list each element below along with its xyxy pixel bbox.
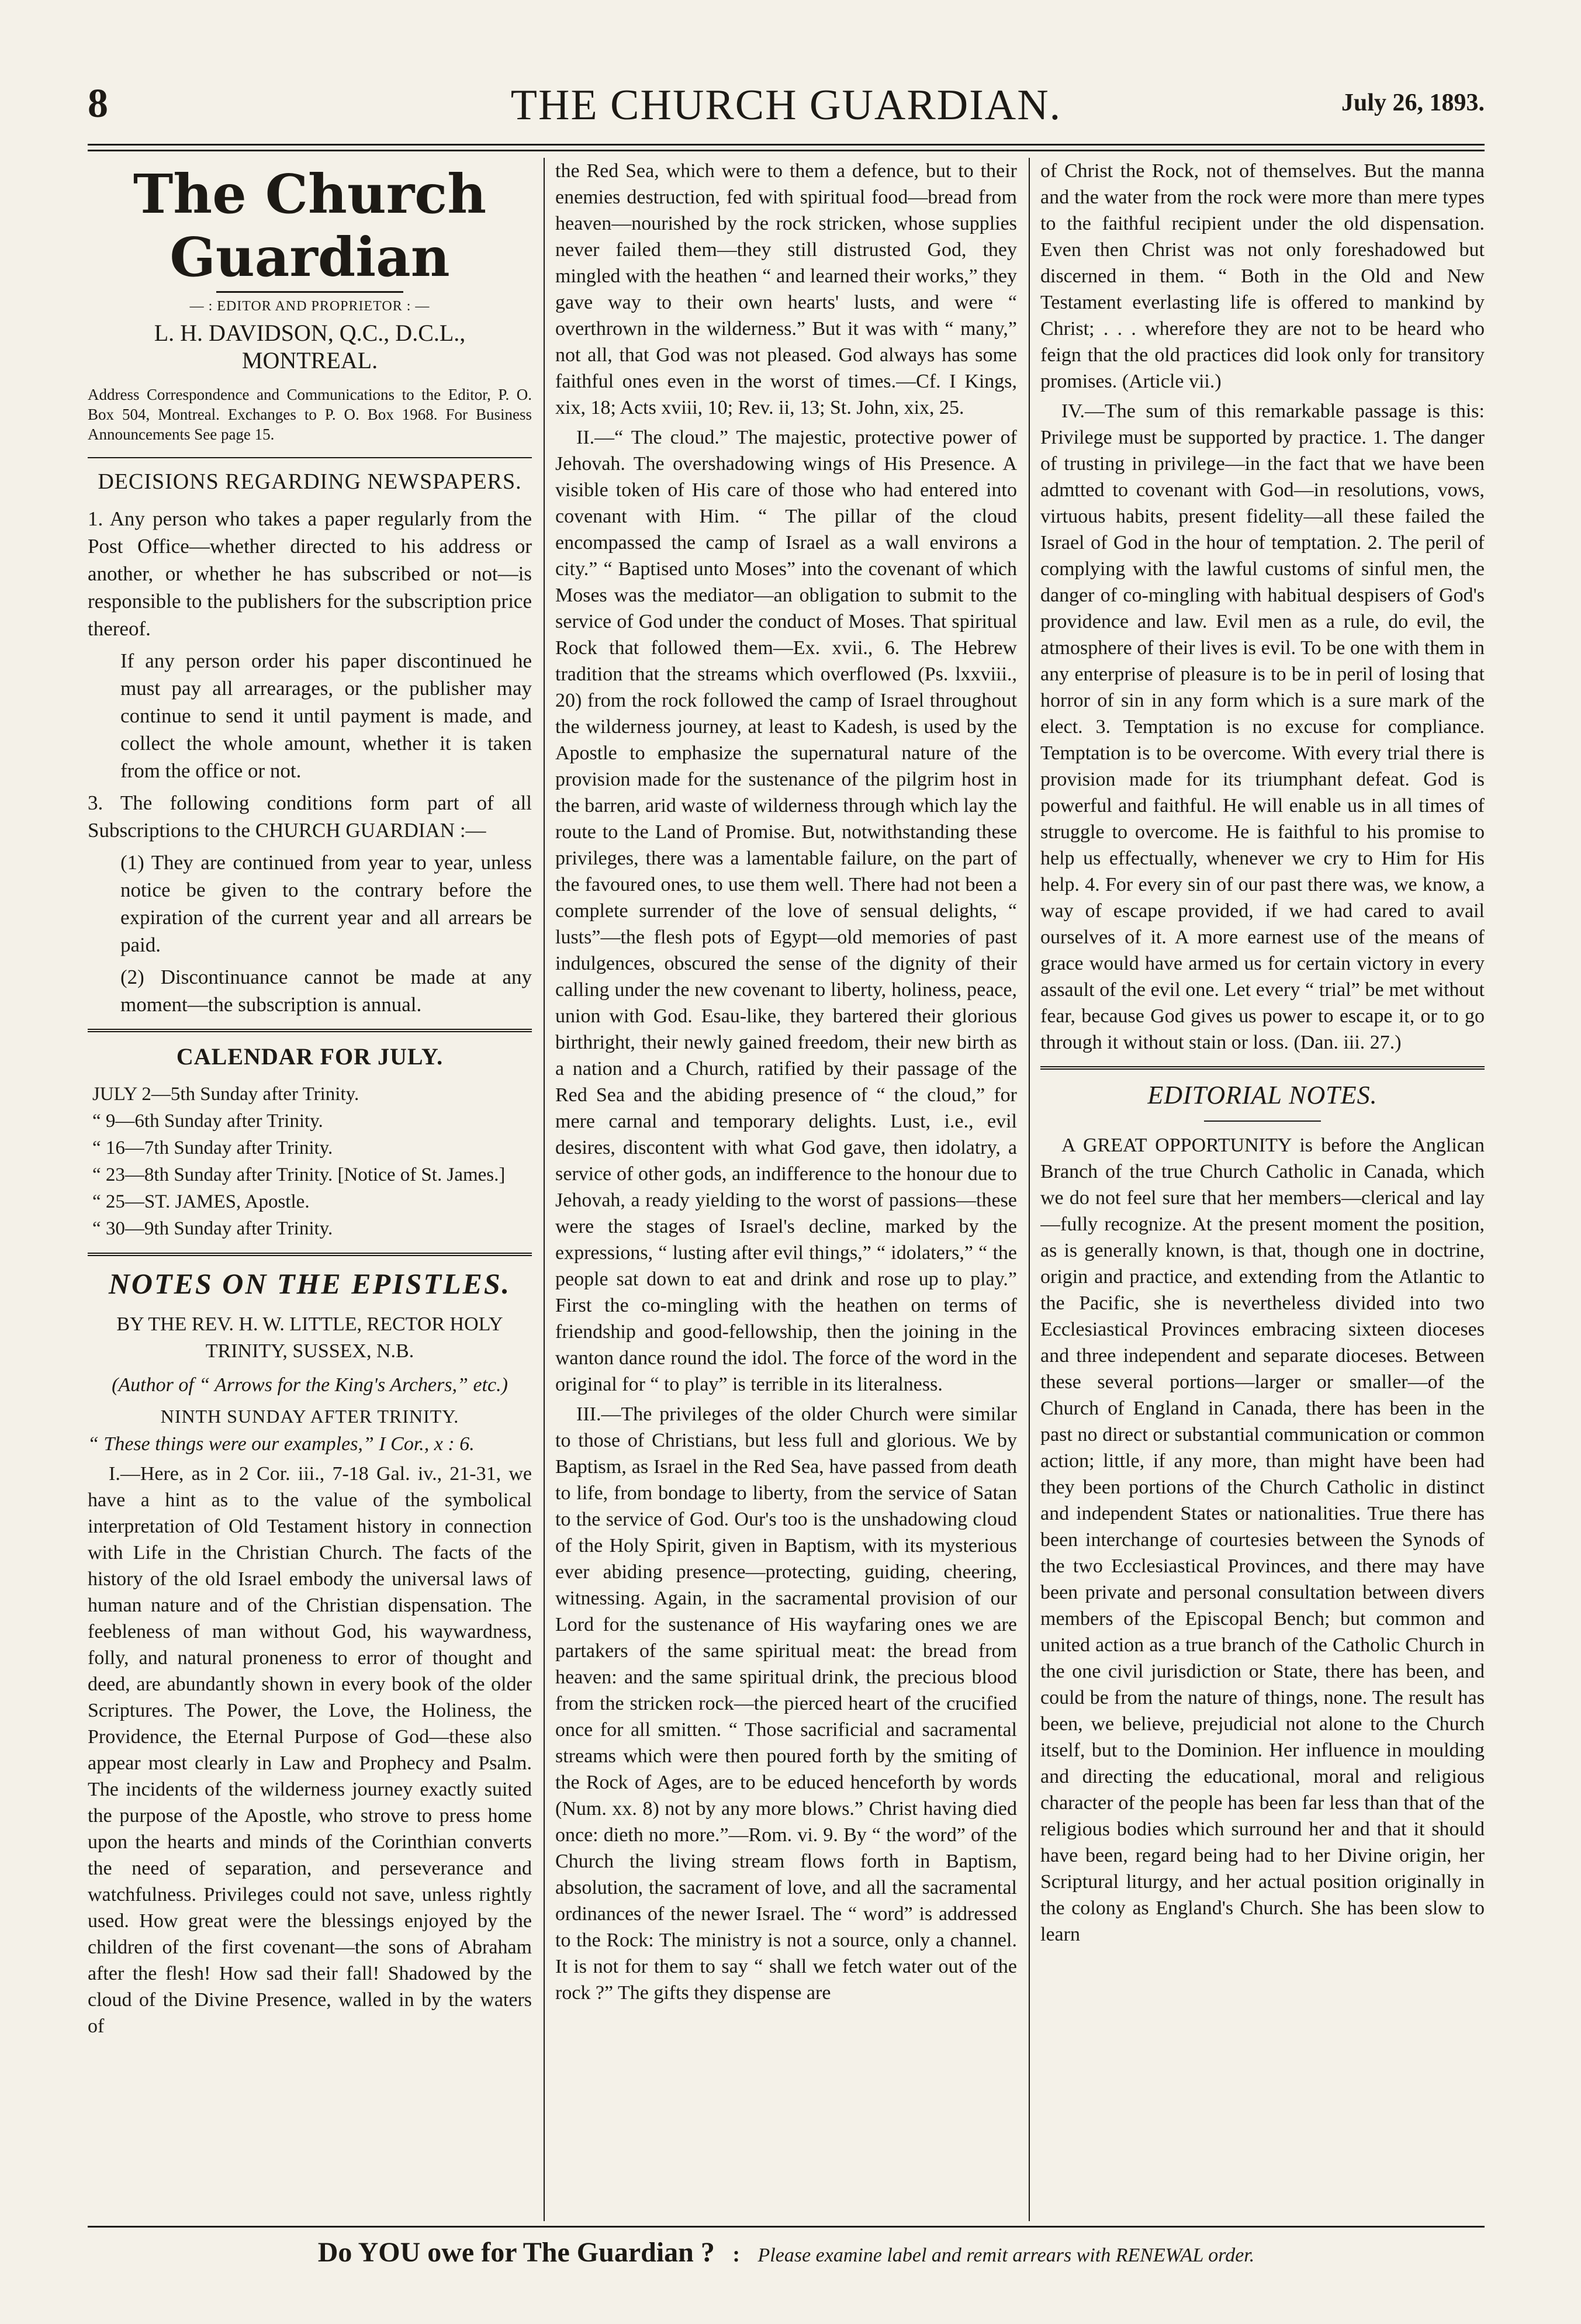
editorial-rule	[1204, 1120, 1321, 1122]
decision-3: 3. The following conditions form part of all Subscriptions to the CHURCH GUARDIAN :—	[88, 791, 532, 842]
article-paragraph: II.—“ The cloud.” The majestic, protective power of Jehovah. The overshadowing wings of His Presence. A visible token of His care of those who had entered into covenant with Him. “ The pillar of the cloud encompassed the camp of Israel as a wall environs a city.” “ Baptised unto Moses” into the covenant of which Moses was the mediator—an obligation to submit to the service of God under the conduct of Moses. That spiritual Rock that followed them—Ex. xvii., 6. The Hebrew tradition that the streams which overflowed (Ps. lxxviii., 20) from the rock followed the camp of Israel throughout the wilderness journey, at least to Kadesh, is used by the Apostle to emphasize the supernatural nature of the provision made for the sustenance of the pilgrim host in the barren, arid waste of wilderness through which lay the route to the Land of Promise. But, notwithstanding these privileges, there was a lamentable failure, on the part of the favoured ones, to use them well. There had not been a complete surrender of the love of sensual delights, “ lusts”—the flesh pots of Egypt—old memories of past indulgences, obscured the sense of the dignity of their calling under the new covenant to liberty, holiness, peace, union with God. Esau-like, they bartered their glorious birthright, their newly gained freedom, their new birth as a nation and a Church, ratified by their passage of the Red Sea and the abiding presence of “ the cloud,” for mere carnal and temporary delights. Lust, i.e., evil desires, discontent with what God gave, then idolatry, a service of other gods, an indifference to the honour due to Jehovah, a ready yielding to the worst of passions—these were the stages of Israel's decline, marked by the expressions, “ lusting after evil things,” “ idolaters,” “ the people sat down to eat and drink and rose up to play.” First the co-mingling with the heathen on terms of friendship and good-fellowship, then the joining in the wanton dance round the idol. The force of the word in the original for “ to play” is terrible in its literalness.	[555, 427, 1017, 1395]
text-quote: “ These things were our examples,” I Cor., x : 6.	[88, 1433, 475, 1455]
column-divider	[1029, 158, 1030, 2221]
footer-remark: Please examine label and remit arrears with RENEWAL order.	[757, 2245, 1255, 2266]
calendar-list	[88, 1081, 532, 1242]
column-3	[1040, 158, 1485, 2221]
calendar-item: “ 25—ST. JAMES, Apostle.	[92, 1191, 310, 1212]
article-paragraph: III.—The privileges of the older Church were similar to those of Christians, but less full and glorious. We by Baptism, as Israel in the Red Sea, have passed from death to life, from bondage to liberty, from the service of Satan to the service of God. Our's too is the unshadowing cloud of the Holy Spirit, given in Baptism, with its mysterious ever abiding presence—protecting, guiding, cheering, witnessing. Again, in the sacramental provision of our Lord for the sustenance of His wayfaring ones we are partakers of the same spiritual meat: the bread from heaven: and the same spiritual drink, the precious blood from the stricken rock—the pierced heart of the crucified once for all smitten. “ Those sacrificial and sacramental streams which were then poured forth by the smiting of the Rock of Ages, are to be educed henceforth by words (Num. xx. 8) not by any more blows.” Christ having died once: dieth no more.”—Rom. vi. 9. By “ the word” of the Church the living stream flows forth in Baptism, absolution, the sacrament of love, and all the sacramental ordinances of the newer Israel. The “ word” is addressed to the Rock: The ministry is not a source, only a channel. It is not for them to say “ shall we fetch water out of the rock ?” The gifts they dispense are	[555, 1403, 1017, 2004]
calendar-item: JULY 2—5th Sunday after Trinity.	[92, 1084, 359, 1105]
article-paragraph: of Christ the Rock, not of themselves. But the manna and the water from the rock were more than mere types to the faithful recipient under the old dispensation. Even then Christ was not only foreshadowed but discerned in them. “ Both in the Old and New Testament everlasting life is offered to mankind by Christ; . . . wherefore they are not to be heard who feign that the old practices did look only for transitory promises. (Article vii.)	[1040, 160, 1485, 392]
editorial-heading: EDITORIAL NOTES.	[1147, 1081, 1378, 1109]
article-paragraph: the Red Sea, which were to them a defence, but to their enemies destruction, fed with spiritual food—bread from heaven—nourished by the rock stricken, whose supplies never failed them—they still distrusted God, they mingled with the heathen “ and learned their works,” they gave way to their own hearts' lusts, and were “ overthrown in the wilderness.” But it was with “ many,” not all, that God was not pleased. God always has some faithful ones even in the worst of times.—Cf. I Kings, xix, 18; Acts xviii, 10; Rev. ii, 13; St. John, xix, 25.	[555, 160, 1017, 419]
byline: BY THE REV. H. W. LITTLE, RECTOR HOLY TRINITY, SUSSEX, N.B.	[116, 1313, 503, 1362]
masthead: The Church Guardian	[133, 162, 487, 289]
page-header	[88, 70, 1485, 143]
column-2	[555, 158, 1017, 2221]
address-note: Address Correspondence and Communications to the Editor, P. O. Box 504, Montreal. Exchanges to P. O. Box 1968. For Business Announcements See page 15.	[88, 386, 532, 443]
decisions-heading: DECISIONS REGARDING NEWSPAPERS.	[98, 469, 522, 494]
masthead-rule	[216, 291, 403, 293]
section-double-rule	[1040, 1066, 1485, 1070]
condition-2: (2) Discontinuance cannot be made at any moment—the subscription is annual.	[120, 966, 532, 1016]
calendar-item: “ 23—8th Sunday after Trinity. [Notice of St. James.]	[92, 1164, 506, 1185]
epistles-heading: NOTES ON THE EPISTLES.	[108, 1267, 511, 1300]
calendar-heading: CALENDAR FOR JULY.	[176, 1043, 444, 1070]
footer-banner	[88, 2236, 1485, 2268]
decision-1: 1. Any person who takes a paper regularly from the Post Office—whether directed to his address or another, or whether he has subscribed or not—is responsible to the publishers for the subscription price thereof.	[88, 507, 532, 640]
column-divider	[544, 158, 545, 2221]
calendar-item: “ 16—7th Sunday after Trinity.	[92, 1137, 333, 1158]
footer-rule	[88, 2226, 1485, 2228]
page-number: 8	[88, 81, 108, 126]
editorial-paragraph: A GREAT OPPORTUNITY is before the Anglican Branch of the true Church Catholic in Canada, which we do not feel sure that her members—clerical and lay—fully recognize. At the present moment the position, as is generally known, is that, though one in doctrine, origin and practice, and extending from the Atlantic to the Pacific, she is nevertheless divided into two Ecclesiastical Provinces embracing sixteen dioceses and three independent and separate dioceses. Between these several portions—larger or smaller—of the Church of England in Canada, there has been in the past no direct or substantial communication or common action; little, if any more, than might have been had they been portions of the Church Catholic in distinct and independent States or nationalities. True there has been interchange of courtesies between the Synods of the two Ecclesiastical Provinces, and there may have been private and personal consultation between divers members of the Episcopal Bench; but common and united action as a true branch of the Catholic Church in the one civil jurisdiction or State, there has been, and could be from the nature of things, none. The result has been, we believe, prejudicial not alone to the Church itself, but to the Dominion. Her influence in moulding and directing the educational, moral and religious character of the people has been far less than that of the religious bodies which surround her and that it should have been, regard being had to her Divine origin, her Scriptural liturgy, and her actual position originally in the colony as England's Church. She has been slow to learn	[1040, 1135, 1485, 1945]
decision-1b: If any person order his paper discontinued he must pay all arrearages, or the publisher may continue to send it until payment is made, and collect the whole amount, whether it is taken from the office or not.	[120, 649, 532, 782]
section-double-rule	[88, 1253, 532, 1256]
calendar-item: “ 30—9th Sunday after Trinity.	[92, 1218, 333, 1239]
author-note: (Author of “ Arrows for the King's Archers,” etc.)	[112, 1374, 508, 1396]
column-1	[88, 158, 532, 2221]
sunday-heading: NINTH SUNDAY AFTER TRINITY.	[160, 1406, 459, 1427]
section-double-rule	[88, 1029, 532, 1032]
calendar-item: “ 9—6th Sunday after Trinity.	[92, 1111, 323, 1132]
editor-name: L. H. DAVIDSON, Q.C., D.C.L., MONTREAL.	[154, 320, 466, 374]
newspaper-title: THE CHURCH GUARDIAN.	[510, 81, 1062, 129]
footer-separator: :	[732, 2242, 741, 2267]
article-paragraph: IV.—The sum of this remarkable passage is this: Privilege must be supported by practice. 1. The danger of trusting in privilege—in the fact that we have been admtted to covenant with God—in resolutions, vows, virtuous habits, present fidelity—all these failed the Israel of God in the hour of temptation. 2. The peril of complying with the lawful customs of sinful men, the danger of co-mingling with habitual despisers of God's providence and law. Evil men as a rule, do evil, the atmosphere of their lives is evil. To be one with them in any enterprise of pleasure is to be in peril of losing that horror of sin in any form which is a sure mark of the elect. 3. Temptation is no excuse for compliance. Temptation is to be overcome. With every trial there is provision made for its triumphant defeat. God is powerful and faithful. He will enable us in all times of struggle to overcome. He is faithful to his promise to help us effectually, whenever we cry to Him for His help. 4. For every sin of our past there was, we know, a way of escape provided, if we had cared to avail ourselves of it. A more earnest use of the means of grace would have armed us for certain victory in every assault of the evil one. Let every “ trial” be met without fear, because God gives us power to escape it, or to go through it without stain or loss. (Dan. iii. 27.)	[1040, 400, 1485, 1053]
editor-label: — : EDITOR AND PROPRIETOR : —	[189, 299, 430, 314]
article-paragraph: I.—Here, as in 2 Cor. iii., 7-18 Gal. iv., 21-31, we have a hint as to the value of the symbolical interpretation of Old Testament history in connection with Life in the Christian Church. The facts of the history of the old Israel embody the universal laws of human nature and of the Christian dispensation. The feebleness of man without God, his waywardness, folly, and natural proneness to error of thought and deed, are abundantly shown in every book of the older Scriptures. The Power, the Love, the Holiness, the Providence, the Eternal Purpose of God—these also appear most clearly in Law and Prophecy and Psalm. The incidents of the wilderness journey exactly suited the purpose of the Apostle, who strove to press home upon the hearts and minds of the Corinthian converts the need of separation, and perseverance and watchfulness. Privileges could not save, unless rightly used. How great were the blessings enjoyed by the children of the first covenant—the sons of Abraham after the flesh! How sad their fall! Shadowed by the cloud of the Divine Presence, walled in by the waters of	[88, 1463, 532, 2037]
condition-1: (1) They are continued from year to year, unless notice be given to the contrary before the expiration of the current year and all arrears be paid.	[120, 851, 532, 956]
header-rule	[88, 144, 1485, 146]
issue-date: July 26, 1893.	[1341, 89, 1485, 116]
header-rule-thin	[88, 150, 1485, 151]
footer-ask: Do YOU owe for The Guardian ?	[317, 2237, 715, 2268]
section-rule	[88, 457, 532, 458]
